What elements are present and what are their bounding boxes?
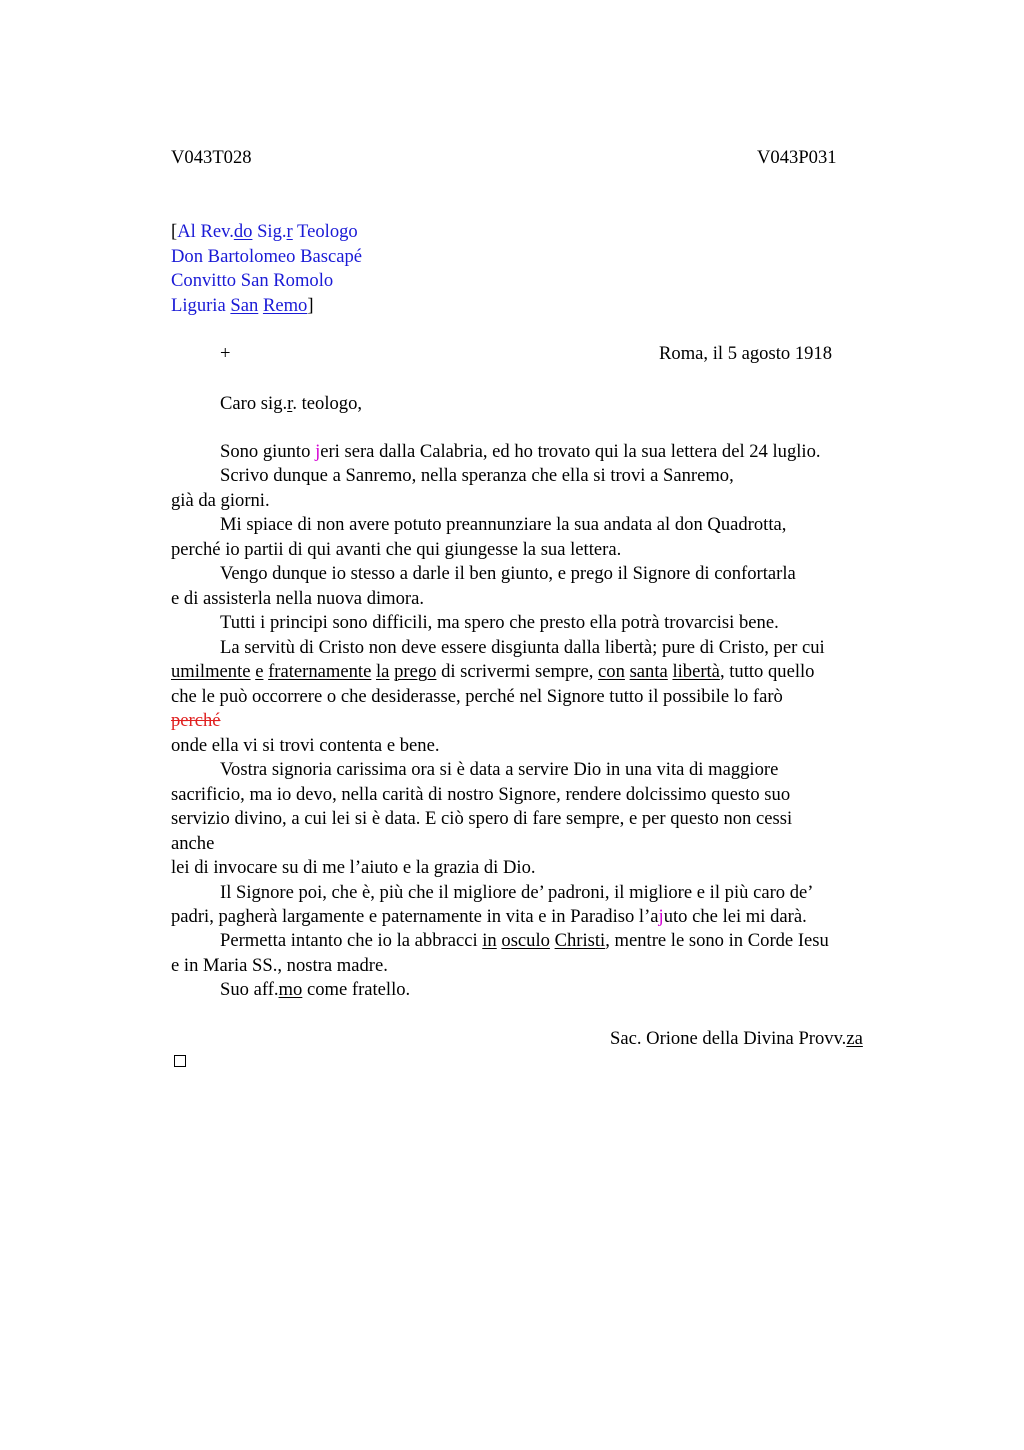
body-line: e in Maria SS., nostra madre.: [171, 955, 388, 976]
address-superscript: do: [233, 221, 253, 242]
body-line: Tutti i principi sono difficili, ma spero che presto ella potrà trovarcisi bene.: [220, 612, 779, 633]
address-text: Sig.: [252, 221, 287, 242]
address-text: San: [230, 295, 259, 316]
body-line: servizio divino, a cui lei si è data. E ciò spero di fare sempre, e per questo non cessi: [171, 808, 793, 829]
salutation: Caro sig.r. teologo,: [220, 393, 363, 414]
body-line: già da giorni.: [171, 490, 270, 511]
address-text: Liguria: [171, 295, 231, 316]
signature: Sac. Orione della Divina Provv.za: [610, 1028, 863, 1049]
address-line-1: [171, 220, 358, 244]
close-bracket: ]: [307, 295, 314, 316]
address-text: Al Rev.: [177, 221, 234, 242]
body-line: La servitù di Cristo non deve essere disgiunta dalla libertà; pure di Cristo, per cui: [220, 637, 825, 658]
body-line: anche: [171, 833, 215, 854]
address-text: Teologo: [292, 221, 358, 242]
address-line-3: [171, 269, 333, 293]
address-line-4: [171, 294, 314, 318]
address-line-2: [171, 245, 366, 269]
closing-line: Suo aff.mo come fratello.: [220, 979, 411, 1000]
body-line: perché io partii di qui avanti che qui giungesse la sua lettera.: [171, 539, 622, 560]
address-text: Don Bartolomeo Bascapé: [171, 246, 363, 267]
square-box-icon: [174, 1055, 186, 1067]
place-date: Roma, il 5 agosto 1918: [659, 343, 833, 364]
header-right-code: V043P031: [757, 147, 837, 168]
body-line: sacrificio, ma io devo, nella carità di nostro Signore, rendere dolcissimo questo suo: [171, 784, 791, 805]
body-line: e di assisterla nella nuova dimora.: [171, 588, 425, 609]
body-line: onde ella vi si trovi contenta e bene.: [171, 735, 440, 756]
body-line: padri, pagherà largamente e paternamente in vita e in Paradiso l’ajuto che lei mi darà.: [171, 906, 807, 927]
cross-mark: +: [220, 343, 231, 364]
body-line: Il Signore poi, che è, più che il migliore de’ padroni, il migliore e il più caro de’: [220, 882, 814, 903]
body-line: lei di invocare su di me l’aiuto e la grazia di Dio.: [171, 857, 536, 878]
address-superscript: r: [286, 221, 293, 242]
body-line: Vostra signoria carissima ora si è data a servire Dio in una vita di maggiore: [220, 759, 779, 780]
body-line: Permetta intanto che io la abbracci in osculo Christi, mentre le sono in Corde Iesu: [220, 930, 829, 951]
body-line: Scrivo dunque a Sanremo, nella speranza che ella si trovi a Sanremo,: [220, 465, 734, 486]
open-bracket: [: [171, 221, 178, 242]
header-left-code: V043T028: [171, 147, 252, 168]
body-line: Sono giunto jeri sera dalla Calabria, ed ho trovato qui la sua lettera del 24 luglio.: [220, 441, 821, 462]
deleted-word: perché: [171, 710, 221, 731]
body-line: Vengo dunque io stesso a darle il ben giunto, e prego il Signore di confortarla: [220, 563, 796, 584]
body-line: umilmente e fraternamente la prego di scrivermi sempre, con santa libertà, tutto quello: [171, 661, 815, 682]
address-text: Remo: [262, 295, 308, 316]
address-text: Convitto San Romolo: [171, 270, 334, 291]
body-line: Mi spiace di non avere potuto preannunziare la sua andata al don Quadrotta,: [220, 514, 787, 535]
body-line: che le può occorrere o che desiderasse, perché nel Signore tutto il possibile lo farò: [171, 686, 783, 707]
